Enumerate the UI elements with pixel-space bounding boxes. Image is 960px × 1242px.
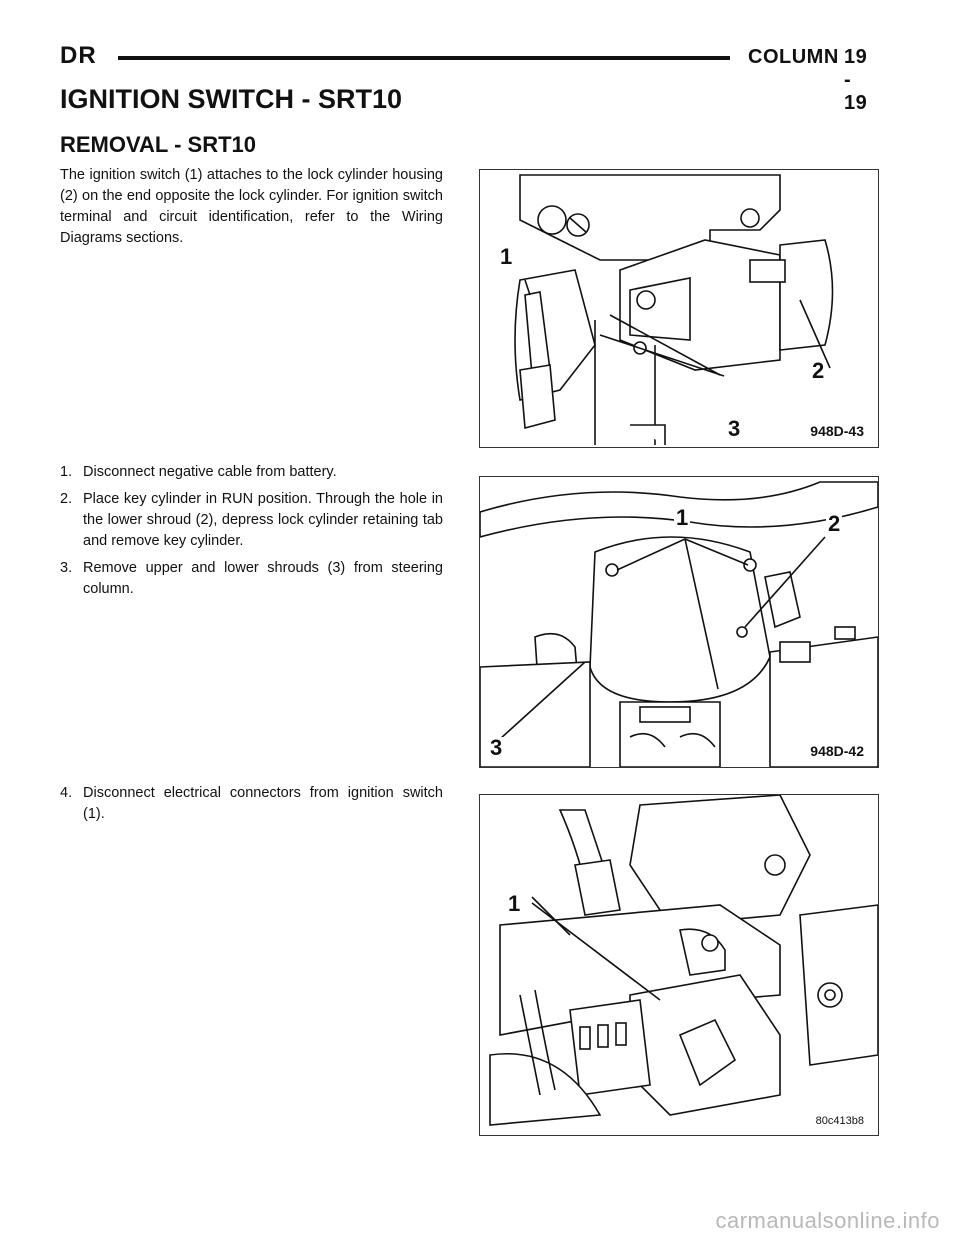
illustration-connectors <box>480 795 878 1135</box>
step-item: 2. Place key cylinder in RUN position. Through the hole in the lower shroud (2), depress lock cylinder retaining tab and remove key cylinder. <box>60 491 443 549</box>
callout-3: 3 <box>728 416 741 441</box>
step-item: 4. Disconnect electrical connectors from ignition switch (1). <box>60 785 443 822</box>
callout-2: 2 <box>828 511 841 536</box>
figure-ignition-connectors <box>479 794 879 1136</box>
callout-3: 3 <box>490 735 503 760</box>
figure-steering-shrouds <box>479 476 879 768</box>
figure-code: 948D-43 <box>810 423 864 439</box>
intro-paragraph: The ignition switch (1) attaches to the lock cylinder housing (2) on the end opposite the lock cylinder. For ignition switch terminal and circuit identification, refer to the Wiring Diagrams sections. <box>60 167 443 246</box>
figure-ignition-switch-housing <box>479 169 879 448</box>
illustration-switch-housing <box>480 170 878 447</box>
header-rule <box>118 56 730 60</box>
page-title: IGNITION SWITCH - SRT10 <box>60 84 403 114</box>
procedure-steps-continued <box>60 783 443 831</box>
procedure-steps <box>60 462 443 606</box>
callout-1: 1 <box>500 244 513 269</box>
step-item: 3. Remove upper and lower shrouds (3) from steering column. <box>60 560 443 597</box>
figure-code: 948D-42 <box>810 743 864 759</box>
section-subtitle: REMOVAL - SRT10 <box>60 132 256 157</box>
callout-2: 2 <box>812 358 825 383</box>
section-name: COLUMN <box>748 46 839 68</box>
figure-code: 80c413b8 <box>815 1115 864 1127</box>
step-item: 1. Disconnect negative cable from battery. <box>60 464 337 480</box>
callout-1: 1 <box>676 505 689 530</box>
manual-code: DR <box>60 42 97 69</box>
watermark: carmanualsonline.info <box>715 1208 940 1233</box>
callout-1: 1 <box>508 891 521 916</box>
page-number: 19 - 19 <box>844 46 868 114</box>
